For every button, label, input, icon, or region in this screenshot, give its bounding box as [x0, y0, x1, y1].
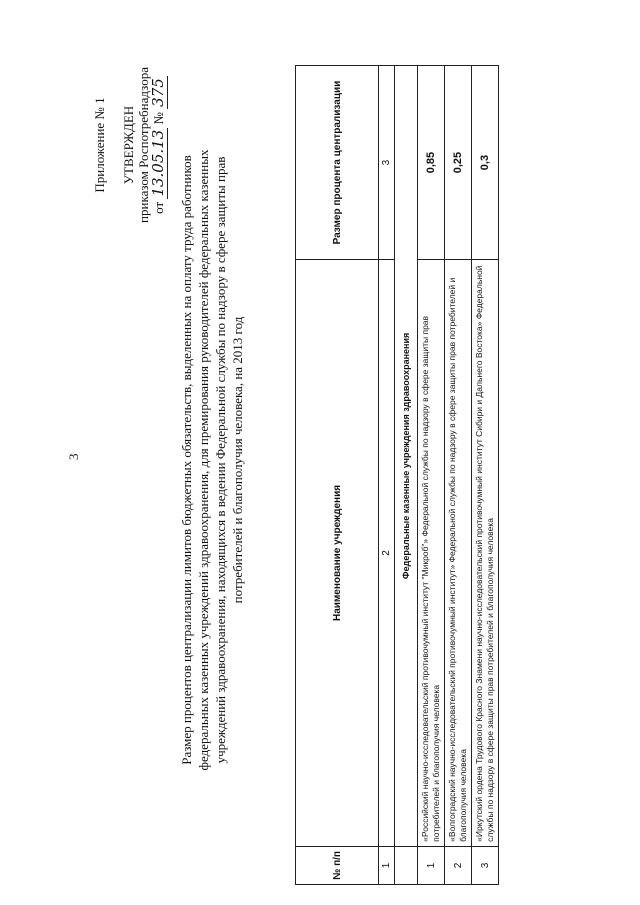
title-line: учреждений здравоохранения, находящихся в ведении Федеральной службы по надзору в сфере защиты прав — [213, 156, 228, 764]
header-percent: Размер процента централизации — [296, 66, 379, 260]
approval-block — [92, 25, 166, 265]
percent-value: 0,85 — [418, 66, 445, 260]
institution-name: «Волгоградский научно-исследовательский противочумный институт» Федеральной службы по надзору в сфере защиты прав потребителей и благополучия человека — [445, 260, 472, 847]
title-line: федеральных казенных учреждений здравоохранения, для премирования руководителей федеральных казенных — [196, 149, 211, 771]
approved-label: УТВЕРЖДЕН — [121, 105, 136, 185]
institution-name: «Иркутский ордена Трудового Красного Знамени научно-исследовательский противочумный институт Сибири и Дальнего Востока» Федеральной службы по надзору в сфере защиты прав потребителей и благополучия человека — [472, 260, 499, 847]
group-spacer — [395, 846, 418, 884]
allocation-table — [295, 65, 499, 885]
order-label: приказом Роспотребнадзора — [136, 67, 151, 223]
page-number: 3 — [66, 453, 81, 460]
header-num: № п/п — [296, 846, 379, 884]
column-number-row — [379, 66, 395, 885]
table-header-row — [296, 66, 379, 885]
order-date-line — [151, 25, 166, 265]
column-number: 1 — [379, 846, 395, 884]
group-title: Федеральные казенные учреждения здравоохранения — [395, 66, 418, 847]
title-line: Размер процентов централизации лимитов бюджетных обязательств, выделенных на оплату труда работников — [179, 155, 194, 765]
column-number: 3 — [379, 66, 395, 260]
table-row — [418, 66, 445, 885]
group-row — [395, 66, 418, 885]
percent-value: 0,3 — [472, 66, 499, 260]
from-label: от — [151, 201, 166, 214]
document-title — [178, 140, 246, 780]
number-label: № — [151, 112, 166, 125]
header-name: Наименование учреждения — [296, 260, 379, 847]
percent-value: 0,25 — [445, 66, 472, 260]
order-date: 13.05.13 — [149, 129, 167, 197]
title-line: потребителей и благополучия человека, на 2013 год — [230, 316, 245, 604]
table-row — [472, 66, 499, 885]
row-number: 1 — [418, 846, 445, 884]
table-row — [445, 66, 472, 885]
institution-name: «Российский научно-исследовательский противочумный институт "Микроб"» Федеральной службы по надзору в сфере защиты прав потребителей и благополучия человека — [418, 260, 445, 847]
order-number: 375 — [149, 78, 167, 107]
row-number: 2 — [445, 846, 472, 884]
row-number: 3 — [472, 846, 499, 884]
appendix-label: Приложение № 1 — [92, 97, 107, 193]
column-number: 2 — [379, 260, 395, 847]
